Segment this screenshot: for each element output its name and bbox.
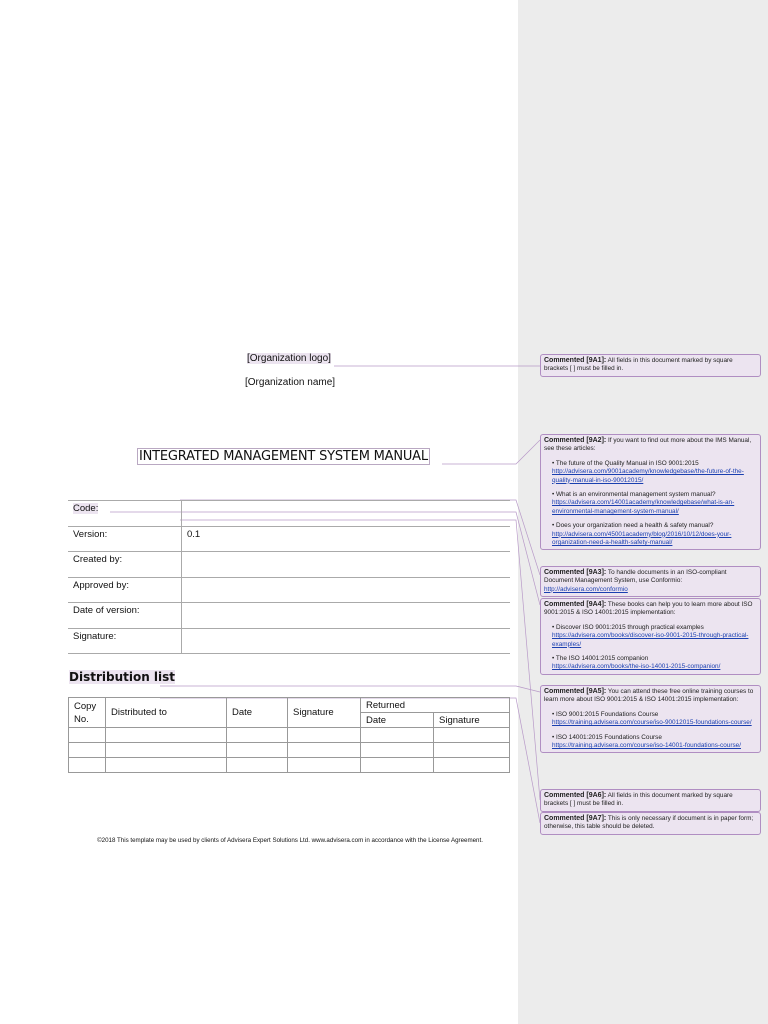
header-signature: Signature (288, 698, 361, 728)
organization-name-placeholder[interactable]: [Organization name] (245, 377, 336, 388)
organization-logo-placeholder[interactable]: [Organization logo] (247, 353, 331, 364)
created-by-label: Created by: (68, 552, 182, 578)
header-returned-date: Date (361, 713, 434, 728)
document-metadata-table (68, 500, 510, 654)
table-row (68, 603, 510, 629)
created-by-value[interactable] (182, 552, 511, 578)
comment-id: Commented [9A6]: (544, 792, 607, 799)
comment-item-title: • ISO 14001:2015 Foundations Course (552, 733, 662, 741)
comment-item-title: • Discover ISO 9001:2015 through practical examples (552, 623, 704, 631)
version-value[interactable]: 0.1 (182, 526, 511, 552)
header-date: Date (227, 698, 288, 728)
table-row[interactable] (69, 758, 510, 773)
table-row (68, 628, 510, 654)
code-label: Code: (68, 501, 182, 527)
header-copy-no: Copy No. (69, 698, 106, 728)
comment-9a7[interactable] (540, 812, 761, 835)
distribution-list-table (68, 697, 510, 773)
license-footer: ©2018 This template may be used by clients of Advisera Expert Solutions Ltd. www.advisera.com in accordance with the License Agreement. (97, 837, 483, 844)
table-row (68, 501, 510, 527)
comment-link[interactable]: http://advisera.com/9001academy/knowledgebase/the-future-of-the-quality-manual-in-iso-90012015/ (552, 468, 744, 484)
comment-text: This is only necessary if document is in paper form; otherwise, this table should be deleted. (544, 815, 754, 831)
document-title: INTEGRATED MANAGEMENT SYSTEM MANUAL (139, 449, 428, 464)
comment-id: Commented [9A3]: (544, 569, 607, 576)
approved-by-value[interactable] (182, 577, 511, 603)
comment-link[interactable]: https://training.advisera.com/course/iso-14001-foundations-course/ (552, 742, 741, 750)
table-row[interactable] (69, 743, 510, 758)
comment-id: Commented [9A1]: (544, 357, 607, 364)
comment-text: You can attend these free online training courses to learn more about ISO 9001:2015 & ISO 14001:2015 implementation: (544, 688, 754, 704)
comment-9a2[interactable] (540, 434, 761, 550)
comment-9a4[interactable] (540, 598, 761, 675)
header-distributed-to: Distributed to (106, 698, 227, 728)
comment-link[interactable]: http://advisera.com/45001academy/blog/2016/10/12/does-your-organization-need-a-health-safety-manual/ (552, 530, 732, 547)
date-of-version-value[interactable] (182, 603, 511, 629)
comment-item-title: • The ISO 14001:2015 companion (552, 655, 649, 663)
comment-text: To handle documents in an ISO-compliant Document Management System, use Conformio: (544, 569, 727, 585)
code-value[interactable] (182, 501, 511, 527)
distribution-list-heading: Distribution list (69, 670, 176, 684)
comment-9a5[interactable] (540, 685, 761, 753)
comment-link[interactable]: https://training.advisera.com/course/iso-90012015-foundations-course/ (552, 719, 752, 727)
comment-item-title: • What is an environmental management system manual? (552, 491, 716, 499)
header-returned: Returned (361, 698, 510, 713)
comment-id: Commented [9A2]: (544, 437, 607, 444)
table-header-row (69, 698, 510, 713)
comment-9a1[interactable] (540, 354, 761, 377)
comment-item-title: • ISO 9001:2015 Foundations Course (552, 710, 659, 718)
table-row[interactable] (69, 728, 510, 743)
date-of-version-label: Date of version: (68, 603, 182, 629)
comment-id: Commented [9A4]: (544, 601, 607, 608)
comment-text: If you want to find out more about the IMS Manual, see these articles: (544, 437, 752, 453)
table-row (68, 526, 510, 552)
comment-id: Commented [9A7]: (544, 815, 607, 822)
version-label: Version: (68, 526, 182, 552)
comment-link[interactable]: http://advisera.com/conformio (544, 585, 628, 593)
comment-text: These books can help you to learn more about ISO 9001:2015 & ISO 14001:2015 implementation: (544, 601, 753, 617)
approved-by-label: Approved by: (68, 577, 182, 603)
signature-value[interactable] (182, 628, 511, 654)
comment-text: All fields in this document marked by square brackets [ ] must be filled in. (544, 357, 733, 373)
comment-link[interactable]: https://advisera.com/books/the-iso-14001-2015-companion/ (552, 663, 721, 671)
table-row (68, 552, 510, 578)
comment-item-title: • Does your organization need a health & safety manual? (552, 522, 714, 530)
comment-9a3[interactable] (540, 566, 761, 597)
comment-id: Commented [9A5]: (544, 688, 607, 695)
signature-label: Signature: (68, 628, 182, 654)
header-returned-signature: Signature (434, 713, 510, 728)
comment-link[interactable]: https://advisera.com/books/discover-iso-9001-2015-through-practical-examples/ (552, 632, 749, 648)
table-row (68, 577, 510, 603)
comment-item-title: • The future of the Quality Manual in ISO 9001:2015 (552, 459, 699, 467)
comment-link[interactable]: https://advisera.com/14001academy/knowledgebase/what-is-an-environmental-management-system-manual/ (552, 499, 735, 515)
comment-9a6[interactable] (540, 789, 761, 812)
comment-text: All fields in this document marked by square brackets [ ] must be filled in. (544, 792, 733, 808)
